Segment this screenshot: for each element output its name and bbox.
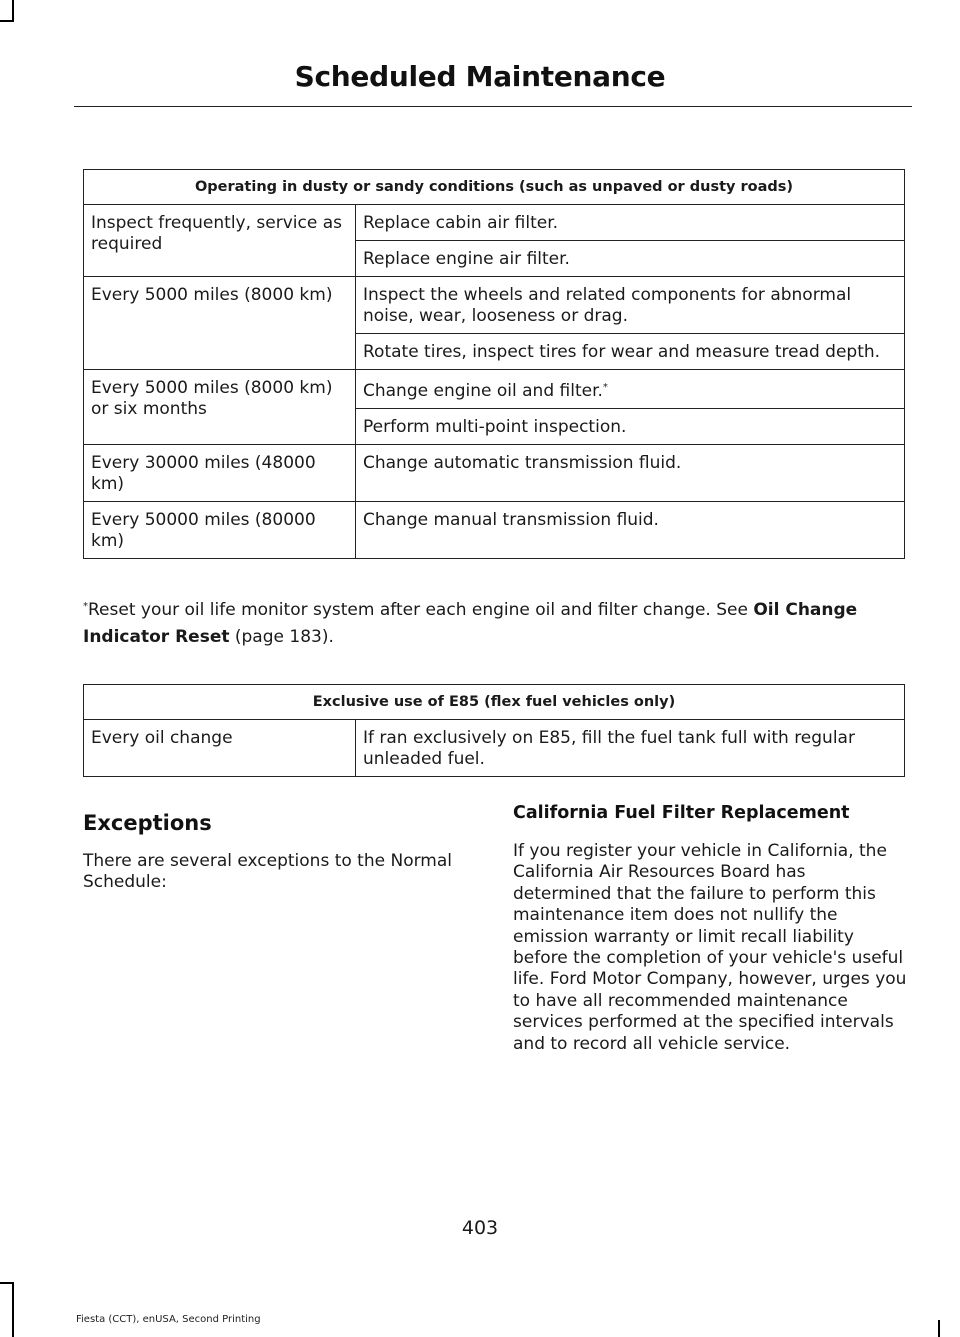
table-title: Operating in dusty or sandy conditions (such as unpaved or dusty roads) — [84, 170, 905, 205]
task-cell: Replace cabin air filter. — [356, 205, 905, 241]
interval-cell: Every 30000 miles (48000 km) — [84, 445, 356, 502]
task-cell: Change manual transmission fluid. — [356, 502, 905, 559]
table-row — [84, 502, 905, 559]
table-row — [84, 720, 905, 777]
table-title: Exclusive use of E85 (flex fuel vehicles only) — [84, 685, 905, 720]
task-cell — [356, 370, 905, 409]
footnote — [83, 597, 909, 651]
crop-mark-bottom-left-v — [12, 1282, 14, 1337]
interval-cell: Every 5000 miles (8000 km) or six months — [84, 370, 356, 445]
crop-mark-top-left-h — [0, 20, 14, 22]
california-heading: California Fuel Filter Replacement — [513, 803, 850, 823]
footnote-link[interactable]: Oil Change Indicator Reset — [83, 600, 858, 647]
table-row — [84, 370, 905, 409]
task-text: Change engine oil and filter. — [363, 381, 603, 401]
table-row — [84, 205, 905, 241]
footnote-page-ref: (page 183). — [229, 627, 334, 647]
crop-mark-bottom-left-h — [0, 1282, 14, 1284]
interval-cell: Every 50000 miles (80000 km) — [84, 502, 356, 559]
page-number: 403 — [461, 1217, 499, 1239]
task-cell: Inspect the wheels and related components for abnormal noise, wear, looseness or drag. — [356, 277, 905, 334]
interval-cell: Inspect frequently, service as required — [84, 205, 356, 277]
footnote-text: Reset your oil life monitor system after each engine oil and filter change. See — [88, 600, 754, 620]
footer-text: Fiesta (CCT), enUSA, Second Printing — [76, 1314, 261, 1325]
e85-table — [83, 684, 905, 777]
crop-mark-top-left-v — [12, 0, 14, 20]
dusty-conditions-table — [83, 169, 905, 559]
task-cell: If ran exclusively on E85, fill the fuel tank full with regular unleaded fuel. — [356, 720, 905, 777]
exceptions-heading: Exceptions — [83, 811, 212, 835]
footnote-mark: * — [602, 382, 608, 393]
table-row — [84, 445, 905, 502]
task-cell: Perform multi-point inspection. — [356, 409, 905, 445]
task-cell: Rotate tires, inspect tires for wear and measure tread depth. — [356, 334, 905, 370]
interval-cell: Every 5000 miles (8000 km) — [84, 277, 356, 370]
task-cell: Replace engine air filter. — [356, 241, 905, 277]
table-row — [84, 277, 905, 334]
california-text: If you register your vehicle in California, the California Air Resources Board has determined that the failure to perform this maintenance item does not nullify the emission warranty or limit recall liability before the completion of your vehicle's useful life. Ford Motor Company, however, urges you to have all recommended maintenance services performed at the specified intervals and to record all vehicle service. — [513, 841, 907, 1054]
exceptions-text: There are several exceptions to the Normal Schedule: — [83, 851, 452, 892]
footnote-mark: * — [83, 601, 88, 612]
title-divider — [74, 106, 912, 107]
task-cell: Change automatic transmission fluid. — [356, 445, 905, 502]
interval-cell: Every oil change — [84, 720, 356, 777]
page-title: Scheduled Maintenance — [294, 60, 666, 93]
crop-mark-bottom-right — [938, 1320, 940, 1337]
